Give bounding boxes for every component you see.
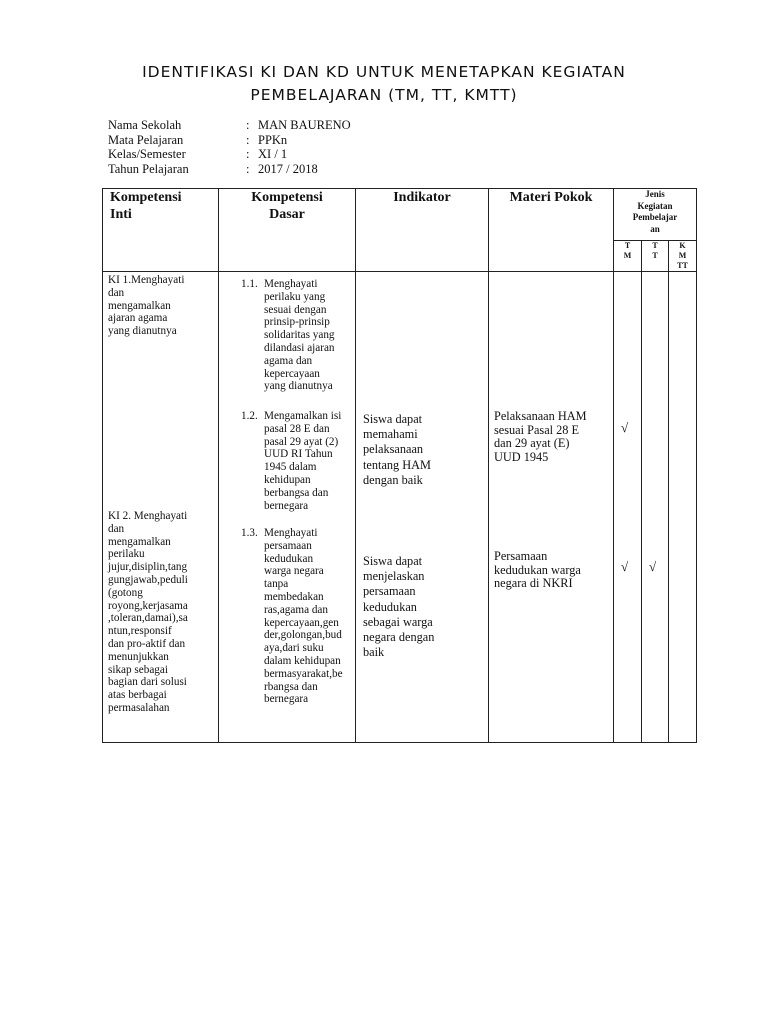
info-value: MAN BAURENO — [258, 118, 351, 132]
kd-1-1-number: 1.1. — [241, 278, 258, 290]
indikator-2 — [363, 554, 434, 660]
kd-1-1-text — [264, 278, 335, 393]
tt-cell — [642, 272, 669, 743]
indikator-line: tentang HAM — [363, 457, 431, 472]
header-tt-line: T — [652, 251, 658, 260]
kd-line: UUD RI Tahun — [264, 448, 333, 461]
header-kmtt — [669, 241, 697, 272]
indikator-line: kedudukan — [363, 599, 417, 614]
header-indikator: Indikator — [356, 189, 489, 272]
header-kmtt-line: K — [679, 241, 686, 250]
materi-line: dan 29 ayat (E) — [494, 436, 570, 451]
ki-1-line: KI 1.Menghayati — [108, 274, 185, 286]
kd-line: tanpa — [264, 578, 289, 591]
indikator-line: dengan baik — [363, 472, 423, 487]
header-jenis-kegiatan — [614, 189, 697, 241]
materi-line: kedudukan warga — [494, 562, 581, 577]
indikator-line: memahami — [363, 427, 418, 442]
indikator-1 — [363, 412, 431, 488]
kd-line: Menghayati — [264, 278, 318, 290]
kd-line: kepercayaan,gen — [264, 616, 339, 629]
indikator-line: Siswa dapat — [363, 412, 423, 426]
header-kmtt-line: M — [678, 251, 687, 260]
ki-2-line: KI 2. Menghayati — [108, 510, 188, 522]
kd-line: berbangsa dan — [264, 486, 329, 499]
kd-line: dalam kehidupan — [264, 654, 341, 667]
kd-line: bernegara — [264, 499, 309, 512]
ki-1 — [108, 274, 184, 338]
header-kd-line: Kompetensi — [251, 190, 323, 205]
indikator-line: baik — [363, 645, 385, 660]
kd-line: kepercayaan — [264, 367, 320, 380]
info-separator: : — [246, 132, 250, 147]
ki-cell — [103, 272, 219, 743]
ki-1-line: dan — [108, 286, 125, 299]
ki-kd-table — [102, 188, 697, 743]
kd-1-3-number: 1.3. — [241, 527, 258, 539]
kd-line: der,golongan,bud — [264, 629, 342, 642]
info-separator: : — [246, 147, 250, 161]
info-row — [108, 162, 351, 177]
kd-line: yang dianutnya — [264, 380, 333, 393]
header-jenis-line: Pembelajar — [632, 212, 678, 222]
info-label: Nama Sekolah — [108, 118, 182, 132]
tm-cell — [614, 272, 642, 743]
header-tm-line: T — [624, 241, 631, 250]
header-tm-line: M — [623, 251, 632, 260]
kd-1-2-text — [264, 410, 341, 512]
ki-2-line: ntun,responsif — [108, 625, 172, 638]
header-jenis-line: an — [650, 223, 660, 234]
header-jenis-line: Jenis — [645, 189, 665, 199]
materi-1 — [494, 410, 587, 464]
ki-1-line: ajaran agama — [108, 312, 168, 325]
header-ki-line: Inti — [110, 207, 132, 222]
info-label: Tahun Pelajaran — [108, 161, 189, 176]
info-row — [108, 133, 351, 148]
header-kompetensi-dasar — [219, 189, 356, 272]
kd-line: 1945 dalam — [264, 461, 317, 474]
materi-2 — [494, 550, 581, 591]
ki-1-line: mengamalkan — [108, 299, 171, 312]
ki-2-line: menunjukkan — [108, 650, 169, 663]
school-info — [108, 118, 351, 176]
kd-cell — [219, 272, 356, 743]
header-tt-line: T — [652, 241, 658, 250]
ki-2-line: permasalahan — [108, 701, 170, 714]
ki-2-line: perilaku — [108, 548, 145, 561]
materi-line: Persamaan — [494, 549, 548, 563]
document-title-line-2: PEMBELAJARAN (TM, TT, KMTT) — [250, 86, 518, 104]
kd-line: Menghayati — [264, 527, 318, 539]
ki-1-line: yang dianutnya — [108, 325, 177, 338]
materi-cell — [489, 272, 614, 743]
kd-line: solidaritas yang — [264, 329, 335, 342]
ki-2-line: jujur,disiplin,tang — [108, 561, 188, 574]
ki-2-line: royong,kerjasama — [108, 599, 188, 612]
kd-line: warga negara — [264, 565, 324, 578]
kd-line: ras,agama dan — [264, 603, 328, 616]
info-value: PPKn — [258, 132, 288, 147]
kd-line: rbangsa dan — [264, 680, 318, 693]
indikator-line: negara dengan — [363, 630, 435, 645]
kd-line: bermasyarakat,be — [264, 667, 343, 680]
kd-line: bernegara — [264, 693, 309, 706]
info-value: 2017 / 2018 — [258, 161, 318, 176]
materi-line: sesuai Pasal 28 E — [494, 422, 580, 437]
header-kompetensi-inti — [103, 189, 219, 272]
kd-line: Mengamalkan isi — [264, 410, 342, 422]
ki-2-line: (gotong — [108, 586, 143, 599]
header-tt — [642, 241, 669, 272]
ki-2-line: atas berbagai — [108, 689, 167, 702]
ki-2-line: bagian dari solusi — [108, 676, 187, 689]
header-tm — [614, 241, 642, 272]
header-ki-line: Kompetensi — [110, 190, 182, 205]
materi-line: UUD 1945 — [494, 449, 549, 464]
kd-line: prinsip-prinsip — [264, 316, 330, 329]
kd-line: dilandasi ajaran — [264, 341, 335, 354]
ki-2-line: dan pro-aktif dan — [108, 637, 186, 650]
kd-line: perilaku yang — [264, 290, 326, 303]
kd-line: membedakan — [264, 590, 324, 603]
tm-check-2: √ — [621, 559, 629, 574]
info-row — [108, 118, 351, 133]
ki-2-line: gungjawab,peduli — [108, 573, 188, 586]
indikator-line: menjelaskan — [363, 569, 425, 584]
kd-1-3-text — [264, 527, 343, 706]
header-kmtt-line: TT — [677, 261, 688, 270]
kd-line: pasal 28 E dan — [264, 422, 330, 435]
ki-2 — [108, 510, 188, 715]
ki-2-line: mengamalkan — [108, 535, 171, 548]
tm-check-1: √ — [621, 420, 629, 435]
header-jenis-line: Kegiatan — [637, 200, 673, 211]
indikator-line: persamaan — [363, 584, 416, 599]
info-separator: : — [246, 118, 250, 132]
indikator-line: pelaksanaan — [363, 442, 424, 457]
ki-2-line: ,toleran,damai),sa — [108, 612, 188, 625]
info-label: Mata Pelajaran — [108, 132, 184, 147]
kd-line: agama dan — [264, 354, 313, 367]
indikator-line: Siswa dapat — [363, 554, 423, 568]
header-kd-line: Dasar — [269, 207, 305, 222]
kd-line: kehidupan — [264, 473, 311, 486]
kd-line: aya,dari suku — [264, 642, 324, 655]
kd-line: persamaan — [264, 539, 312, 552]
ki-2-line: dan — [108, 522, 125, 535]
tt-check-2: √ — [649, 559, 657, 574]
kd-line: sesuai dengan — [264, 303, 327, 316]
info-label: Kelas/Semester — [108, 147, 186, 161]
materi-line: negara di NKRI — [494, 576, 573, 591]
info-value: XI / 1 — [258, 147, 288, 161]
materi-line: Pelaksanaan HAM — [494, 409, 587, 423]
indikator-line: sebagai warga — [363, 614, 433, 629]
indikator-cell — [356, 272, 489, 743]
kmtt-cell — [669, 272, 697, 743]
kd-line: kedudukan — [264, 552, 314, 565]
info-row — [108, 147, 351, 162]
kd-line: pasal 29 ayat (2) — [264, 435, 339, 448]
ki-2-line: sikap sebagai — [108, 663, 168, 676]
header-materi-pokok: Materi Pokok — [489, 189, 614, 272]
info-separator: : — [246, 161, 250, 176]
document-title-line-1: IDENTIFIKASI KI DAN KD UNTUK MENETAPKAN KEGIATAN — [142, 63, 626, 81]
kd-1-2-number: 1.2. — [241, 410, 258, 422]
